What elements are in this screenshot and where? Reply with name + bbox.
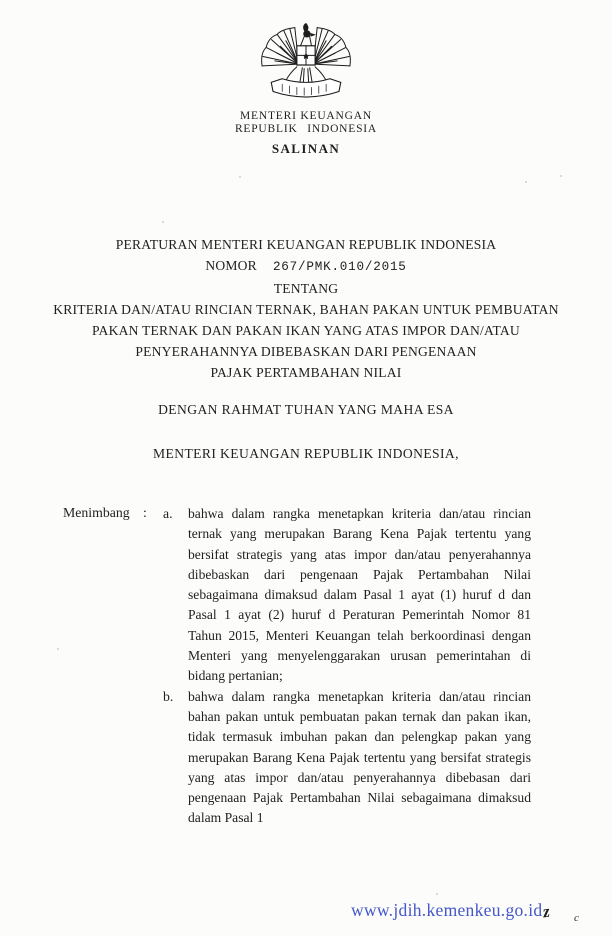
subject-line: PAJAK PERTAMBAHAN NILAI: [210, 365, 402, 380]
invocation-line: DENGAN RAHMAT TUHAN YANG MAHA ESA: [158, 402, 454, 417]
authority-line: MENTERI KEUANGAN REPUBLIK INDONESIA,: [153, 446, 459, 461]
menimbang-item-b: [163, 687, 533, 829]
scan-speck: [436, 893, 438, 895]
menimbang-item-a: [163, 504, 533, 687]
tentang-label: TENTANG: [273, 281, 339, 296]
regulation-number-line: [0, 255, 612, 278]
emblem-container: [0, 22, 612, 113]
regulation-title-line: PERATURAN MENTERI KEUANGAN REPUBLIK INDONESIA: [115, 237, 497, 252]
regulation-title-block: [0, 234, 612, 383]
scan-speck: [57, 648, 59, 650]
scan-speck: [239, 176, 241, 178]
garuda-pancasila-icon: [251, 22, 361, 108]
item-text: bahwa dalam rangka menetapkan kriteria dan/atau rincian bahan pakan untuk pembuatan pakan ternak dan pakan ikan, tidak termasuk imbuhan pakan dan pelengkap pakan yang merupakan Barang Kena Pajak tertentu yang bersifat strategis yang atas impor dan/atau penyerahannya dibebasan dari pengenaan Pajak Pertambahan Nilai sebagaimana dimaksud dalam Pasal 1: [188, 688, 531, 826]
item-marker: b.: [163, 688, 174, 704]
menimbang-separator: :: [143, 505, 147, 520]
scan-speck: [525, 181, 527, 183]
scan-speck: [162, 221, 164, 223]
subject-line: KRITERIA DAN/ATAU RINCIAN TERNAK, BAHAN PAKAN UNTUK PEMBUATAN: [53, 302, 559, 317]
menimbang-label: Menimbang: [63, 505, 130, 520]
item-marker: a.: [163, 506, 173, 521]
handwritten-mark: c: [574, 912, 579, 924]
menimbang-items: [163, 504, 533, 829]
nomor-value: 267/PMK.010/2015: [272, 260, 407, 274]
handwritten-mark: z: [541, 901, 551, 922]
subject-line: PENYERAHANNYA DIBEBASKAN DARI PENGENAAN: [135, 344, 477, 359]
copy-stamp-label: SALINAN: [271, 141, 341, 156]
subject-line: PAKAN TERNAK DAN PAKAN IKAN YANG ATAS IMPOR DAN/ATAU: [92, 323, 520, 338]
nomor-label: NOMOR: [205, 258, 257, 273]
scan-speck: [560, 175, 562, 177]
item-text: bahwa dalam rangka menetapkan kriteria dan/atau rincian ternak yang merupakan Barang Kena Pajak tertentu yang bersifat strategis yang atas impor dan/atau penyerahannya dibebaskan dari pengenaan Pajak Pertambahan Nilai sebagaimana dimaksud dalam Pasal 1 ayat (1) huruf d dan Pasal 1 ayat (2) huruf d Peraturan Pemerintah Nomor 81 Tahun 2015, Menteri Keuangan telah berkoordinasi dengan Menteri yang menyelenggarakan urusan pemerintahan di bidang pertanian;: [188, 506, 531, 684]
jdih-watermark: www.jdih.kemenkeu.go.id: [351, 900, 543, 920]
letterhead-ministry: MENTERI KEUANGAN: [240, 110, 372, 122]
letterhead-republic: REPUBLIK INDONESIA: [234, 123, 378, 135]
